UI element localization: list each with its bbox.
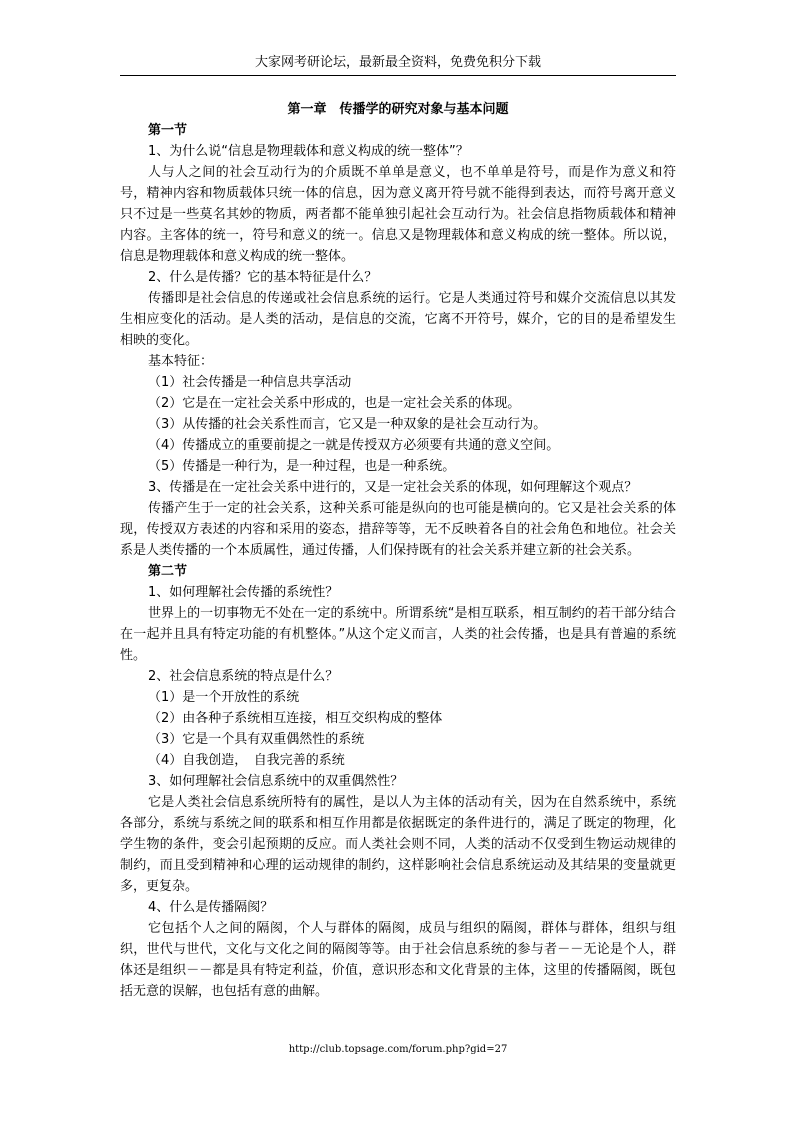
header-divider bbox=[120, 75, 676, 76]
answer-paragraph: 它是人类社会信息系统所特有的属性，是以人为主体的活动有关，因为在自然系统中，系统各部分，系统与系统之间的联系和相互作用都是依据既定的条件进行的，满足了既定的物理，化学生物的条件，变会引起预期的反应。而人类社会则不同，人类的活动不仅受到生物运动规律的制约，而且受到精神和心理的运动规律的制约，这样影响社会信息系统运动及其结果的变量就更多，更复杂。 bbox=[120, 795, 676, 894]
question: 2、什么是传播？它的基本特征是什么？ bbox=[148, 270, 378, 285]
features-label: 基本特征： bbox=[148, 354, 214, 369]
question: 4、什么是传播隔阂？ bbox=[148, 900, 274, 915]
question: 2、社会信息系统的特点是什么？ bbox=[148, 669, 339, 684]
section-heading-2: 第二节 bbox=[148, 564, 188, 579]
section-heading-1: 第一节 bbox=[148, 123, 188, 138]
list-item: （3）从传播的社会关系性而言，它又是一种双象的是社会互动行为。 bbox=[148, 417, 547, 432]
list-item: （5）传播是一种行为，是一种过程，也是一种系统。 bbox=[148, 459, 456, 474]
list-item: （1）社会传播是一种信息共享活动 bbox=[148, 375, 352, 390]
answer-paragraph: 它包括个人之间的隔阂，个人与群体的隔阂，成员与组织的隔阂，群体与群体，组织与组织，世代与世代，文化与文化之间的隔阂等等。由于社会信息系统的参与者－－无论是个人，群体还是组织－－都是具有特定利益，价值，意识形态和文化背景的主体，这里的传播隔阂，既包括无意的误解，也包括有意的曲解。 bbox=[120, 921, 676, 999]
list-item: （1）是一个开放性的系统 bbox=[148, 690, 300, 705]
answer-paragraph: 传播即是社会信息的传递或社会信息系统的运行。它是人类通过符号和媒介交流信息以其发生相应变化的活动。是人类的活动，是信息的交流，它离不开符号，媒介，它的目的是希望发生相映的变化。 bbox=[120, 291, 676, 348]
question: 1、为什么说“信息是物理载体和意义构成的统一整体”？ bbox=[148, 144, 469, 159]
answer-paragraph: 世界上的一切事物无不处在一定的系统中。所谓系统“是相互联系，相互制约的若干部分结合在一起并且具有特定功能的有机整体。”从这个定义而言，人类的社会传播，也是具有普遍的系统性。 bbox=[120, 606, 676, 663]
question: 3、传播是在一定社会关系中进行的，又是一定社会关系的体现，如何理解这个观点？ bbox=[148, 480, 638, 495]
document-body bbox=[120, 99, 676, 1002]
list-item: （3）它是一个具有双重偶然性的系统 bbox=[148, 732, 365, 747]
list-item: （4）自我创造， 自我完善的系统 bbox=[148, 753, 345, 768]
list-item: （2）它是在一定社会关系中形成的，也是一定社会关系的体现。 bbox=[148, 396, 521, 411]
chapter-title: 第一章 传播学的研究对象与基本问题 bbox=[287, 102, 509, 117]
question: 3、如何理解社会信息系统中的双重偶然性？ bbox=[148, 774, 404, 789]
question: 1、如何理解社会传播的系统性？ bbox=[148, 585, 339, 600]
list-item: （4）传播成立的重要前提之一就是传授双方必须要有共通的意义空间。 bbox=[148, 438, 560, 453]
page-header: 大家网考研论坛，最新最全资料，免费免积分下载 bbox=[254, 55, 541, 70]
answer-paragraph: 传播产生于一定的社会关系，这种关系可能是纵向的也可能是横向的。它又是社会关系的体现，传授双方表述的内容和采用的姿态，措辞等等，无不反映着各自的社会角色和地位。社会关系是人类传播的一个本质属性，通过传播，人们保持既有的社会关系并建立新的社会关系。 bbox=[120, 501, 676, 558]
answer-paragraph: 人与人之间的社会互动行为的介质既不单单是意义，也不单单是符号，而是作为意义和符号，精神内容和物质载体只统一体的信息，因为意义离开符号就不能得到表达，而符号离开意义只不过是一些莫名其妙的物质，两者都不能单独引起社会互动行为。社会信息指物质载体和精神内容。主客体的统一，符号和意义的统一。信息又是物理载体和意义构成的统一整体。所以说，信息是物理载体和意义构成的统一整体。 bbox=[120, 165, 676, 264]
list-item: （2）由各种子系统相互连接，相互交织构成的整体 bbox=[148, 711, 443, 726]
page-footer-url[interactable]: http://club.topsage.com/forum.php?gid=27 bbox=[288, 1044, 508, 1055]
